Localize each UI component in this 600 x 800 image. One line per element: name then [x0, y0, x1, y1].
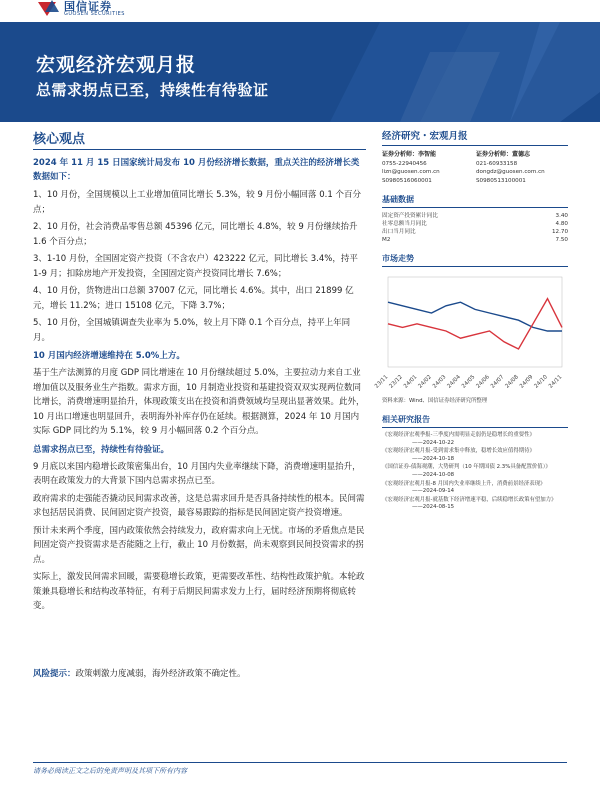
chart-svg: [373, 271, 568, 395]
data-row: [382, 236, 568, 244]
data-value: 7.50: [555, 237, 568, 243]
paragraph-demand-4: 实际上，激发民间需求回暖，需要稳增长政策，更需要改革性、结构性政策护航。本轮政策兼具稳增长和结构改革特征，有利于后期民间需求发力上行，届时经济预期将彻底转变。: [33, 572, 365, 611]
x-tick-label: 24/04: [446, 374, 462, 390]
x-tick-label: 24/02: [417, 374, 433, 390]
related-report[interactable]: [382, 481, 568, 496]
related-date: ——2024-10-22: [412, 439, 455, 446]
data-value: 4.80: [555, 221, 568, 227]
logo-name-en: GUOSEN SECURITIES: [64, 11, 125, 17]
x-tick-label: 24/05: [460, 374, 477, 390]
x-tick-label: 23/12: [388, 374, 404, 390]
point-5: 5、10 月份，全国城镇调查失业率为 5.0%，较上月下降 0.1 个百分点，持平上年同月。: [33, 318, 351, 343]
related-title[interactable]: 《国信证券-债海观潮，大势研判（10 年期国债 2.3%具备配置价值）》: [382, 464, 551, 471]
related-heading: 相关研究报告: [382, 414, 568, 428]
related-title[interactable]: 《宏观经济宏观月报-8 月国内失业率继续上升，消费前景经济表现》: [382, 480, 546, 487]
analyst-cert: S0980516060001: [382, 177, 432, 184]
subhead-demand: 总需求拐点已至，持续性有待验证。: [33, 444, 170, 455]
section-title: 核心观点: [33, 128, 366, 150]
sidebar-title: 经济研究・宏观月报: [382, 128, 568, 146]
x-tick-label: 24/08: [504, 374, 520, 390]
data-row: [382, 212, 568, 220]
paragraph-demand-2: 政府需求的走强能否撬动民间需求改善，这是总需求回升是否具备持续性的根本。民间需求包括居民消费、民间固定资产投资，最容易跟踪的指标是民间固定资产投资增速。: [33, 493, 365, 518]
analyst-phone: 0755-22940456: [382, 160, 427, 167]
analyst-cert: S0980513100001: [476, 177, 526, 184]
related-report[interactable]: [382, 432, 568, 447]
report-subtitle: 总需求拐点已至，持续性有待验证: [36, 81, 269, 99]
point-1: 1、10 月份，全国规模以上工业增加值同比增长 5.3%，较 9 月份小幅回落 0.1 个百分点；: [33, 190, 361, 215]
related-title[interactable]: 《宏观经济宏观月报-受到需求集中释放，稳增长效应值得期待》: [382, 448, 535, 455]
analyst-list: [382, 151, 568, 185]
lead-paragraph: 2024 年 11 月 15 日国家统计局发布 10 月份经济增长数据，重点关注的经济增长类数据如下：: [33, 158, 360, 182]
x-tick-label: 24/03: [431, 374, 448, 390]
x-tick-label: 24/11: [547, 374, 564, 390]
paragraph-gdp: 基于生产法测算的月度 GDP 同比增速在 10 月份继续超过 5.0%，主要拉动力来自工业增加值以及服务业生产指数。需求方面，10 月制造业投资和基建投资双双实现两位数同比增长，消费增速明显抬升，体现政策支出在投资和消费领域均呈现出显著效果。此外，10 月出口增速也明显回升，表明海外补库存仍在延续。根据测算，2024 年 10 月国内实际 GDP 同比约为 5.1%，较 9 月小幅回落 0.2 个百分点。: [33, 368, 365, 436]
x-tick-label: 24/09: [518, 374, 535, 390]
report-banner: [0, 22, 600, 122]
related-title[interactable]: 《宏观经济宏观季报-三季度内需明显走弱仍是稳增长的重要性》: [382, 432, 535, 438]
analyst-phone: 021-60933158: [476, 160, 518, 167]
guosen-logo-icon: [38, 0, 60, 18]
chart-source: 资料来源：Wind、国信证券经济研究所整理: [382, 398, 488, 404]
company-logo: [38, 0, 125, 18]
related-date: ——2024-10-08: [412, 471, 455, 478]
chart-frame: [388, 277, 562, 367]
series-line-blue: [388, 302, 562, 331]
related-report[interactable]: [382, 448, 568, 463]
sidebar: [373, 128, 568, 513]
risk-warning: [33, 668, 366, 681]
related-date: ——2024-09-14: [412, 488, 455, 495]
x-tick-label: 24/07: [489, 374, 506, 390]
x-tick-label: 24/10: [533, 374, 549, 390]
related-report[interactable]: [382, 497, 568, 512]
subhead-gdp: 10 月国内经济增速维持在 5.0%上方。: [33, 351, 185, 361]
data-value: 3.40: [555, 213, 568, 219]
analyst-card: [476, 151, 568, 185]
paragraph-demand-3: 预计未来两个季度，国内政策依然会持续发力，政府需求向上无忧。市场的矛盾焦点是民间固定资产投资需求是否能随之上行，截止 10 月份数据，尚未观察到民间投资需求的拐点。: [33, 525, 365, 565]
report-title: 宏观经济宏观月报: [36, 54, 197, 76]
analyst-email[interactable]: dongdz@guosen.com.cn: [476, 169, 545, 175]
x-tick-label: 23/11: [373, 374, 390, 390]
analyst-card: [382, 151, 474, 185]
risk-label: 风险提示：: [33, 669, 76, 679]
basic-data-heading: 基础数据: [382, 194, 568, 208]
logo-name-cn: 国信证券: [64, 0, 112, 13]
market-trend-chart: [373, 271, 568, 395]
data-label: M2: [382, 237, 391, 243]
x-tick-label: 24/01: [402, 374, 419, 390]
footer-disclaimer: 请务必阅读正文之后的免责声明及其项下所有内容: [33, 767, 187, 775]
logo-bar: [0, 0, 600, 22]
data-row: [382, 220, 568, 228]
related-title[interactable]: 《宏观经济宏观月报-就基数下经济增速平稳，后续稳增长政策有望加力》: [382, 496, 557, 503]
data-row: [382, 228, 568, 236]
related-date: ——2024-10-18: [412, 455, 455, 462]
main-content: [33, 128, 366, 617]
data-label: 社零总额当月同比: [382, 221, 427, 227]
point-3: 3、1-10 月份，全国固定资产投资（不含农户）423222 亿元，同比增长 3.4%，持平 1-9 月；扣除房地产开发投资，全国固定资产投资同比增长 7.6%；: [33, 254, 358, 279]
basic-data-table: [382, 212, 568, 244]
paragraph-demand-1: 9 月底以来国内稳增长政策密集出台，10 月国内失业率继续下降，消费增速明显抬升，表明在政策发力的大背景下国内总需求拐点已至。: [33, 461, 361, 486]
point-4: 4、10 月份，货物进出口总额 37007 亿元，同比增长 4.6%。其中，出口 21899 亿元，增长 11.2%；进口 15108 亿元，下降 3.7%；: [33, 286, 354, 311]
analyst-name: 证券分析师：董德志: [476, 151, 531, 158]
analyst-name: 证券分析师：李智能: [382, 151, 437, 158]
risk-text: 政策刺激力度减弱，海外经济政策不确定性。: [75, 669, 246, 679]
analyst-email[interactable]: lizn@guosen.com.cn: [382, 169, 440, 175]
data-label: 出口当月同比: [382, 229, 416, 235]
x-tick-label: 24/06: [475, 374, 491, 390]
footer-divider: [33, 762, 567, 763]
data-value: 12.70: [551, 229, 568, 235]
related-report[interactable]: [382, 464, 568, 479]
data-label: 固定资产投资累计同比: [382, 213, 438, 219]
related-list: [382, 432, 568, 512]
series-line-red: [388, 299, 562, 349]
point-2: 2、10 月份，社会消费品零售总额 45396 亿元，同比增长 4.8%，较 9 月份继续抬升 1.6 个百分点；: [33, 222, 358, 247]
related-date: ——2024-08-15: [412, 504, 455, 511]
chart-heading: 市场走势: [382, 253, 568, 267]
